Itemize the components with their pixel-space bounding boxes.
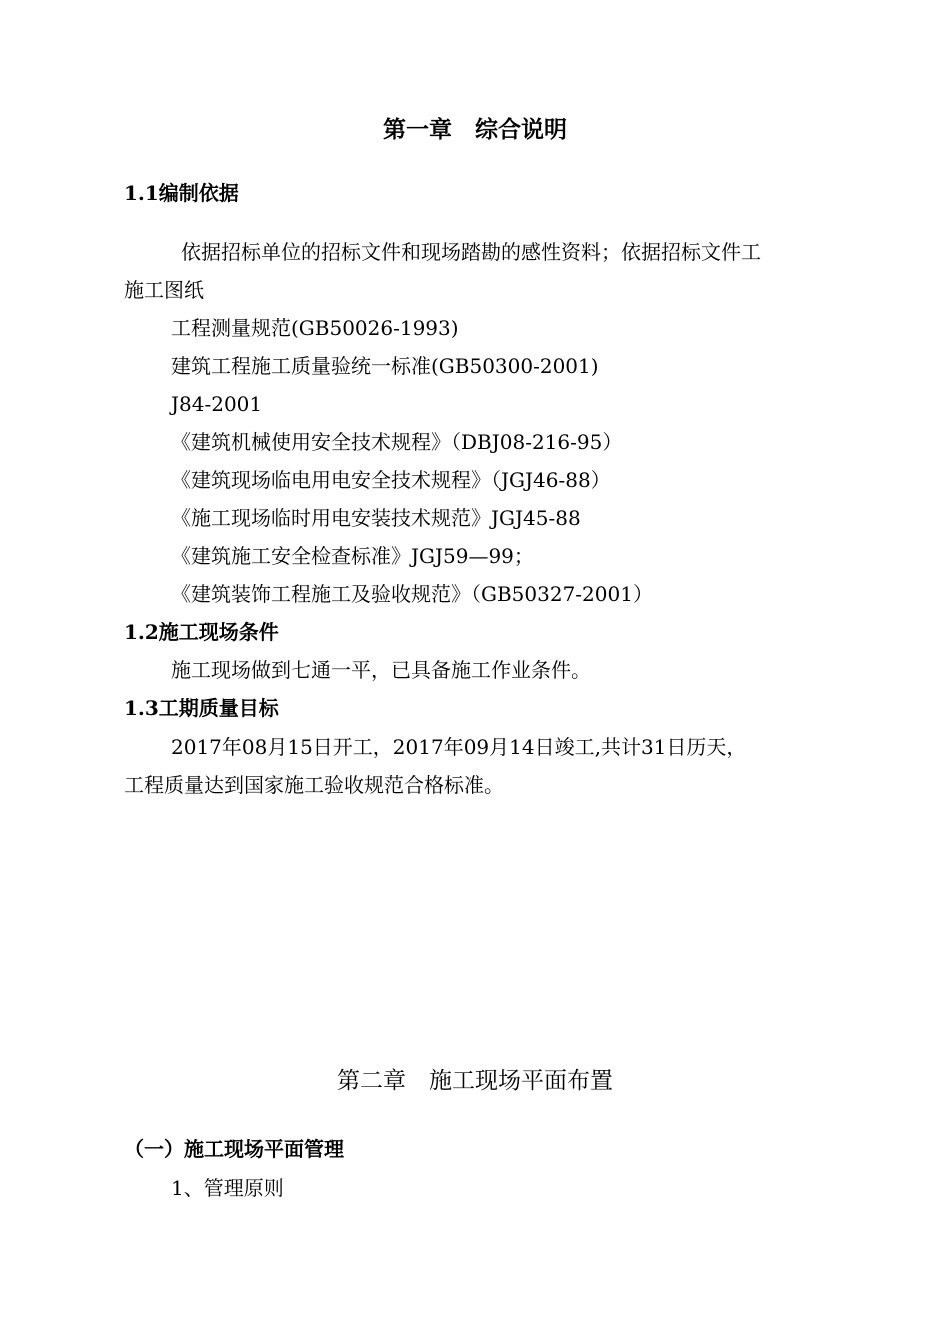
site-conditions-text: 施工现场做到七通一平，已具备施工作业条件。 bbox=[171, 658, 591, 682]
reference-item: 《建筑施工安全检查标准》JGJ59—99； bbox=[171, 544, 534, 568]
schedule-text-line-1: 2017年08月15日开工，2017年09月14日竣工,共计31日历天， bbox=[171, 735, 747, 759]
reference-item: 建筑工程施工质量验统一标准(GB50300-2001) bbox=[171, 354, 599, 378]
basis-paragraph-line-2: 施工图纸 bbox=[124, 278, 204, 302]
schedule-text-line-2: 工程质量达到国家施工验收规范合格标准。 bbox=[124, 773, 504, 797]
reference-item: 《建筑装饰工程施工及验收规范》（GB50327-2001） bbox=[171, 582, 653, 606]
basis-paragraph-line-1: 依据招标单位的招标文件和现场踏勘的感性资料；依据招标文件工 bbox=[181, 240, 761, 264]
reference-item: J84-2001 bbox=[171, 392, 263, 416]
reference-item: 《建筑机械使用安全技术规程》（DBJ08-216-95） bbox=[171, 430, 623, 454]
chapter-1-title: 第一章 综合说明 bbox=[383, 116, 567, 143]
section-1-2-heading: 1.2施工现场条件 bbox=[124, 620, 279, 644]
section-1-3-heading: 1.3工期质量目标 bbox=[124, 696, 279, 720]
chapter-2-section-heading: （一）施工现场平面管理 bbox=[124, 1137, 344, 1161]
chapter-2-title: 第二章 施工现场平面布置 bbox=[337, 1068, 613, 1094]
reference-item: 《建筑现场临电用电安全技术规程》（JGJ46-88） bbox=[171, 468, 611, 492]
reference-item: 《施工现场临时用电安装技术规范》JGJ45-88 bbox=[171, 506, 581, 530]
section-1-1-heading: 1.1编制依据 bbox=[124, 181, 239, 205]
reference-item: 工程测量规范(GB50026-1993) bbox=[171, 316, 459, 340]
management-principle-item: 1、管理原则 bbox=[171, 1176, 284, 1200]
